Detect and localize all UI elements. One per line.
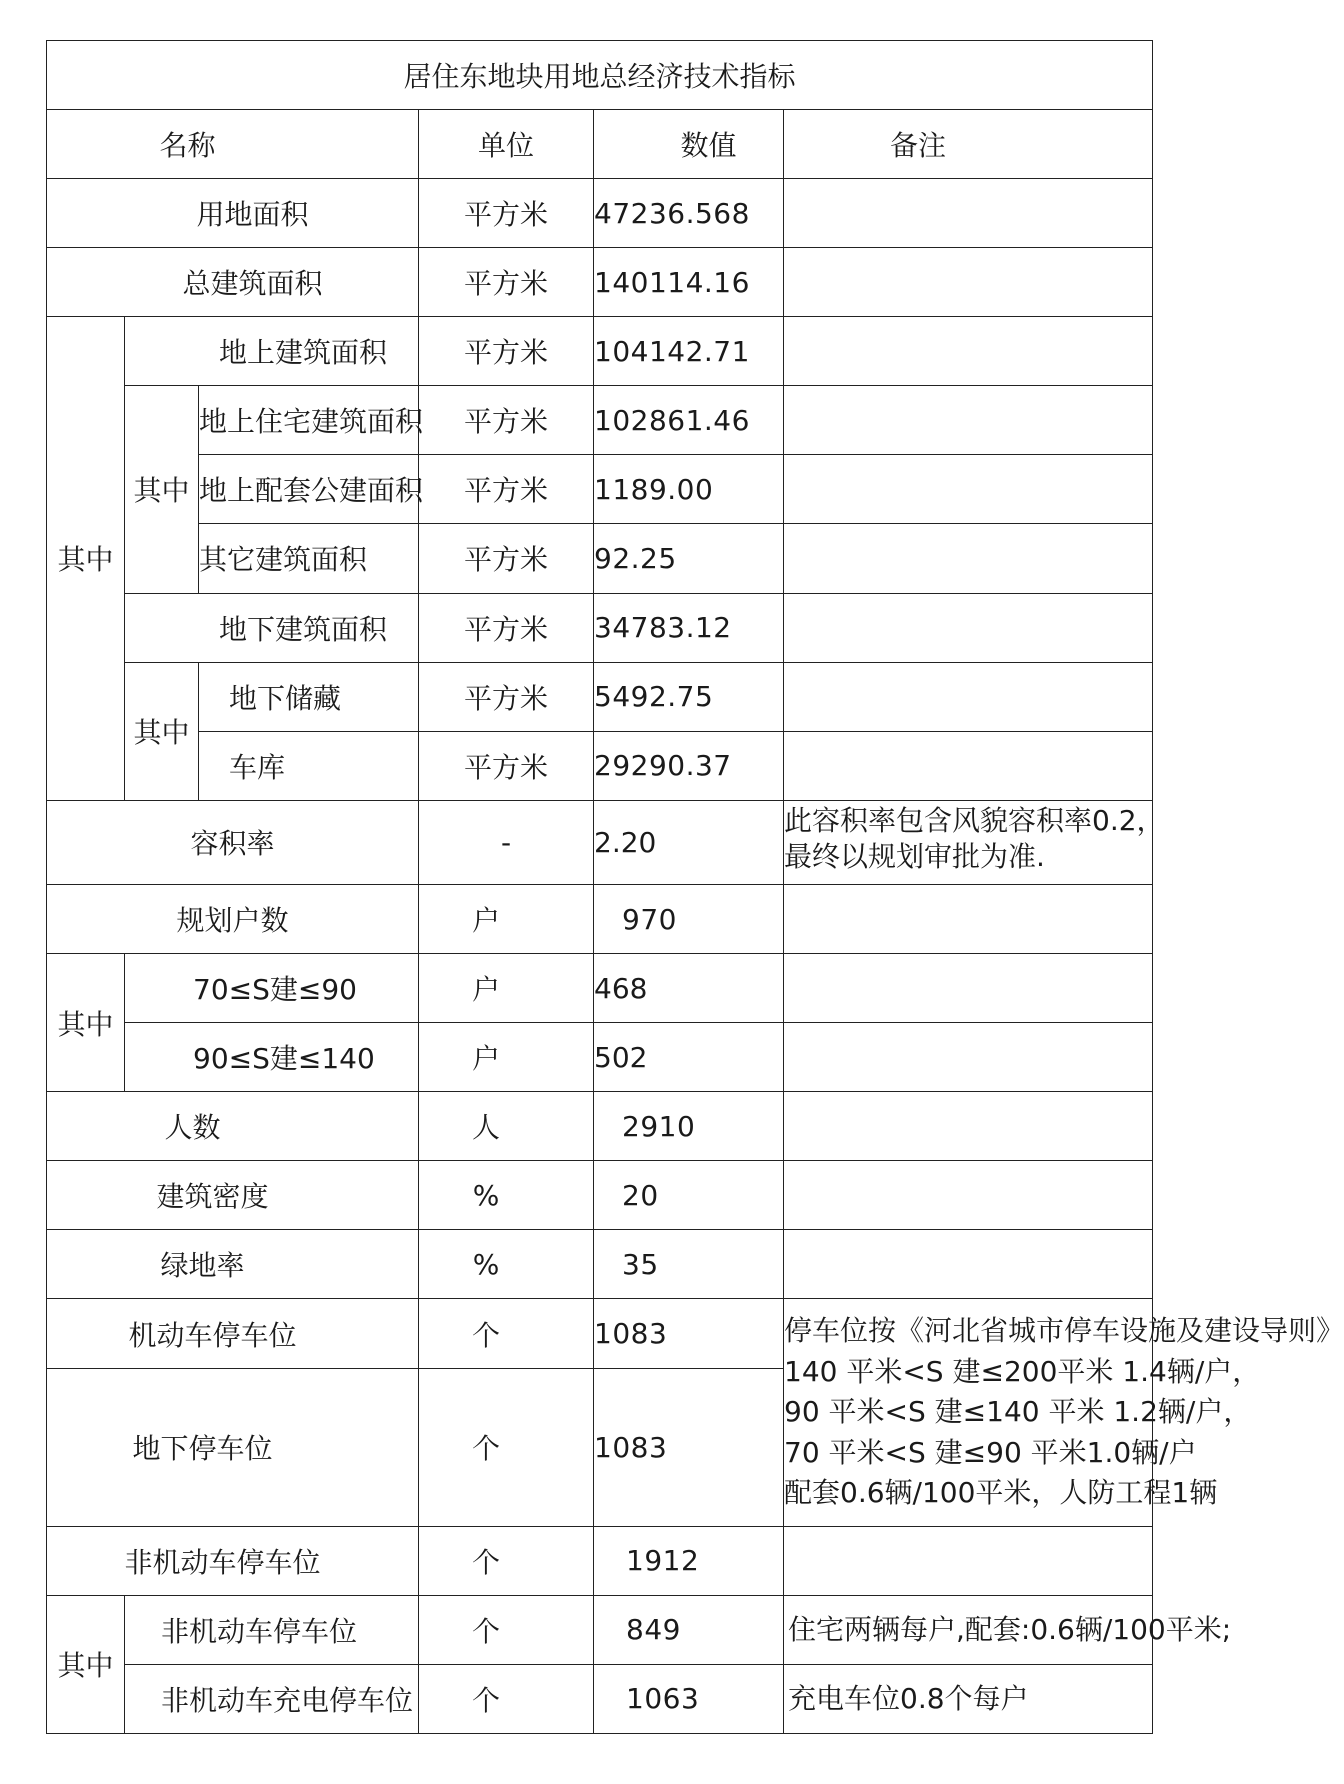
row-value: 502 (594, 1023, 784, 1092)
row-unit: 人 (419, 1092, 594, 1161)
subgroup-label: 其中 (125, 386, 199, 593)
row-note (784, 593, 1153, 662)
row-unit: 个 (419, 1299, 594, 1369)
row-note (784, 1230, 1153, 1299)
table-row (47, 800, 1153, 884)
row-unit: 平方米 (419, 179, 594, 248)
table-row (47, 524, 1153, 593)
row-value: 5492.75 (594, 662, 784, 731)
table-row (47, 593, 1153, 662)
row-value: 2910 (594, 1092, 784, 1161)
row-name: 车库 (199, 731, 419, 800)
row-note (784, 800, 1165, 884)
row-unit: % (419, 1161, 594, 1230)
table-row (47, 1092, 1153, 1161)
row-note (784, 179, 1153, 248)
row-name: 其它建筑面积 (199, 524, 419, 593)
row-name: 非机动车充电停车位 (125, 1664, 419, 1733)
note-line: 90 平米<S 建≤140 平米 1.2辆/户， (784, 1395, 1252, 1429)
row-unit: 平方米 (419, 386, 594, 455)
row-note (784, 1161, 1153, 1230)
row-name: 非机动车停车位 (47, 1526, 419, 1595)
row-unit: 个 (419, 1664, 594, 1733)
table-row (47, 1299, 1153, 1369)
row-name: 地上配套公建面积 (199, 455, 419, 524)
row-note (784, 248, 1153, 317)
table-row (47, 1023, 1153, 1092)
group-label: 其中 (47, 954, 125, 1092)
row-unit: 平方米 (419, 317, 594, 386)
row-unit: 平方米 (419, 248, 594, 317)
header-name: 名称 (47, 110, 419, 179)
row-value: 1083 (594, 1299, 784, 1369)
note-line: 70 平米<S 建≤90 平米1.0辆/户 (784, 1435, 1197, 1469)
row-value: 1063 (594, 1664, 784, 1733)
parking-note (784, 1299, 1344, 1526)
table-row (47, 179, 1153, 248)
row-unit: % (419, 1230, 594, 1299)
row-value: 92.25 (594, 524, 784, 593)
row-name: 地下建筑面积 (125, 593, 419, 662)
economic-indicators-table (46, 40, 1344, 1734)
row-value: 34783.12 (594, 593, 784, 662)
table-row (47, 1595, 1153, 1664)
row-name: 90≤S建≤140 (125, 1023, 419, 1092)
note-line: 140 平米<S 建≤200平米 1.4辆/户， (784, 1354, 1261, 1388)
table-row (47, 954, 1153, 1023)
row-name: 地上住宅建筑面积 (199, 386, 419, 455)
table-row (47, 1664, 1153, 1733)
row-name: 人数 (47, 1092, 419, 1161)
row-note (784, 1526, 1153, 1595)
row-name: 地下储藏 (199, 662, 419, 731)
subgroup-label: 其中 (125, 662, 199, 800)
row-value: 20 (594, 1161, 784, 1230)
row-value: 104142.71 (594, 317, 784, 386)
row-note: 充电车位0.8个每户 (784, 1664, 1153, 1733)
header-note: 备注 (784, 110, 1153, 179)
row-unit: 平方米 (419, 455, 594, 524)
row-name: 70≤S建≤90 (125, 954, 419, 1023)
row-unit: 户 (419, 1023, 594, 1092)
note-line: 停车位按《河北省城市停车设施及建设导则》 (784, 1314, 1344, 1348)
table-row (47, 317, 1153, 386)
title-row (47, 41, 1153, 110)
table-row (47, 1161, 1153, 1230)
row-unit: 平方米 (419, 593, 594, 662)
row-note: 住宅两辆每户,配套:0.6辆/100平米; (784, 1595, 1153, 1664)
note-line: 此容积率包含风貌容积率0.2， (784, 803, 1165, 837)
table-row (47, 1526, 1153, 1595)
row-name: 机动车停车位 (47, 1299, 419, 1369)
row-value: 970 (594, 885, 784, 954)
row-value: 468 (594, 954, 784, 1023)
row-note (784, 455, 1153, 524)
row-unit: 平方米 (419, 524, 594, 593)
table-row (47, 731, 1153, 800)
table-row (47, 662, 1153, 731)
row-name: 绿地率 (47, 1230, 419, 1299)
table-title: 居住东地块用地总经济技术指标 (47, 41, 1153, 110)
row-note (784, 662, 1153, 731)
row-name: 地下停车位 (47, 1369, 419, 1526)
table-row (47, 885, 1153, 954)
row-note (784, 731, 1153, 800)
row-unit: 平方米 (419, 662, 594, 731)
row-name: 非机动车停车位 (125, 1595, 419, 1664)
row-name: 规划户数 (47, 885, 419, 954)
row-unit: 个 (419, 1526, 594, 1595)
row-value: 29290.37 (594, 731, 784, 800)
row-note (784, 386, 1153, 455)
table-row (47, 386, 1153, 455)
row-note (784, 1023, 1153, 1092)
row-value: 2.20 (594, 800, 784, 884)
row-value: 140114.16 (594, 248, 784, 317)
note-line: 最终以规划审批为准. (784, 840, 1045, 874)
row-name: 容积率 (47, 800, 419, 884)
group-label: 其中 (47, 317, 125, 800)
row-value: 1083 (594, 1369, 784, 1526)
row-value: 1912 (594, 1526, 784, 1595)
row-value: 849 (594, 1595, 784, 1664)
row-name: 总建筑面积 (47, 248, 419, 317)
group-label: 其中 (47, 1595, 125, 1733)
row-note (784, 954, 1153, 1023)
row-unit: 平方米 (419, 731, 594, 800)
row-value: 102861.46 (594, 386, 784, 455)
header-unit: 单位 (419, 110, 594, 179)
row-unit: 户 (419, 954, 594, 1023)
header-value: 数值 (594, 110, 784, 179)
row-unit: 个 (419, 1595, 594, 1664)
table-row (47, 248, 1153, 317)
row-value: 47236.568 (594, 179, 784, 248)
row-name: 地上建筑面积 (125, 317, 419, 386)
header-row (47, 110, 1153, 179)
row-note (784, 317, 1153, 386)
row-unit: 个 (419, 1369, 594, 1526)
row-note (784, 524, 1153, 593)
row-note (784, 1092, 1153, 1161)
row-name: 建筑密度 (47, 1161, 419, 1230)
note-line: 配套0.6辆/100平米，人防工程1辆 (784, 1476, 1218, 1510)
table-row (47, 455, 1153, 524)
row-note (784, 885, 1153, 954)
table-row (47, 1230, 1153, 1299)
row-unit: 户 (419, 885, 594, 954)
row-name: 用地面积 (47, 179, 419, 248)
row-value: 1189.00 (594, 455, 784, 524)
row-unit: - (419, 800, 594, 884)
row-value: 35 (594, 1230, 784, 1299)
